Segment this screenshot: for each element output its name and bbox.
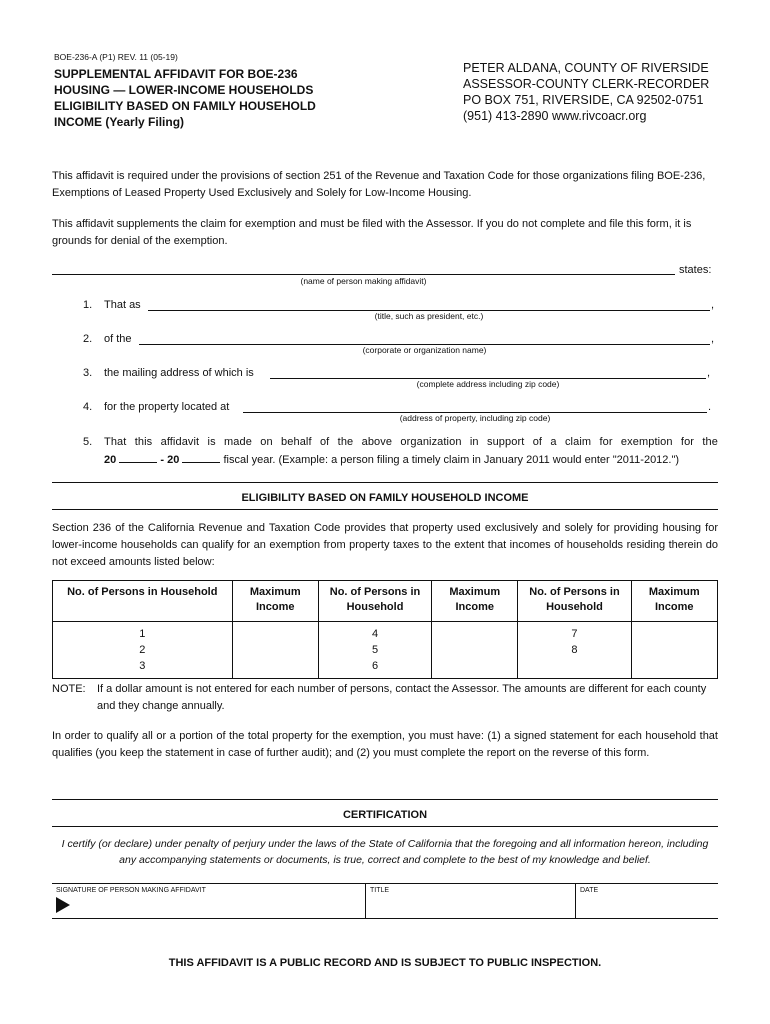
form-number: BOE-236-A (P1) REV. 11 (05-19) xyxy=(54,52,178,62)
fiscal-year-example: fiscal year. (Example: a person filing a timely claim in January 2011 would enter "2011-2012.") xyxy=(223,454,680,466)
persons-value: 2 xyxy=(139,644,146,656)
column-header: No. of Persons in Household xyxy=(518,581,631,622)
states-label: states: xyxy=(679,264,712,276)
intro-paragraph-1: This affidavit is required under the provisions of section 251 of the Revenue and Taxation Code for those organizations filing BOE-236, Exemptions of Leased Property Used Exclusively and Solely for Low-Income Housing. xyxy=(52,170,706,199)
column-header: Maximum Income xyxy=(232,581,318,622)
note-text: If a dollar amount is not entered for each number of persons, contact the Assessor. The amounts are different for each county and they change annually. xyxy=(97,683,707,712)
persons-cell xyxy=(518,622,631,679)
item-end: . xyxy=(708,401,712,413)
column-header: Maximum Income xyxy=(631,581,717,622)
item-text: That as xyxy=(104,299,141,311)
max-income-field[interactable] xyxy=(232,622,318,679)
item-text: for the property located at xyxy=(104,401,230,413)
income-limits-table xyxy=(52,580,718,679)
section-divider xyxy=(52,509,718,510)
item-end: , xyxy=(707,367,711,379)
item-number: 3. xyxy=(83,367,93,379)
table-row xyxy=(53,622,718,679)
item5-text: That this affidavit is made on behalf of the above organization in support of a claim for exemption for the xyxy=(104,436,718,448)
title-signature-field[interactable] xyxy=(366,884,576,918)
column-header: No. of Persons in Household xyxy=(53,581,233,622)
note-label: NOTE: xyxy=(52,683,86,695)
persons-value: 8 xyxy=(571,644,578,656)
signature-label: SIGNATURE OF PERSON MAKING AFFIDAVIT xyxy=(56,887,206,894)
persons-value: 3 xyxy=(139,660,146,672)
eligibility-heading: ELIGIBILITY BASED ON FAMILY HOUSEHOLD INCOME xyxy=(241,492,529,504)
persons-cell xyxy=(318,622,431,679)
affiant-name-caption: (name of person making affidavit) xyxy=(300,276,427,286)
form-title-line: INCOME (Yearly Filing) xyxy=(54,115,185,129)
organization-caption: (corporate or organization name) xyxy=(362,345,487,355)
item-text: the mailing address of which is xyxy=(104,367,254,379)
persons-value: 1 xyxy=(139,628,146,640)
fiscal-year-separator: - 20 xyxy=(160,454,180,466)
eligibility-paragraph: Section 236 of the California Revenue and Taxation Code provides that property used exclusively and solely for providing housing for lower-income households can qualify for an exemption from property taxes to the extent that incomes of households residing therein do not exceed amounts listed below: xyxy=(52,522,718,568)
office-line: ASSESSOR-COUNTY CLERK-RECORDER xyxy=(463,77,710,91)
fiscal-year-line xyxy=(104,452,679,466)
affiant-name-field[interactable] xyxy=(52,274,675,275)
title-label: TITLE xyxy=(370,887,390,894)
office-line: (951) 413-2890 www.rivcoacr.org xyxy=(463,109,647,123)
property-address-caption: (address of property, including zip code) xyxy=(399,413,551,423)
persons-value: 6 xyxy=(371,660,379,672)
intro-paragraph-2: This affidavit supplements the claim for exemption and must be filed with the Assessor. If you do not complete and file this form, it is grounds for denial of the exemption. xyxy=(52,218,692,247)
persons-cell xyxy=(53,622,233,679)
persons-value: 7 xyxy=(571,628,578,640)
max-income-field[interactable] xyxy=(631,622,717,679)
table-header-row xyxy=(53,581,718,622)
item-number: 5. xyxy=(83,436,93,448)
column-header: Maximum Income xyxy=(432,581,518,622)
office-line: PETER ALDANA, COUNTY OF RIVERSIDE xyxy=(463,61,709,75)
signature-row xyxy=(52,883,718,919)
qualify-paragraph: In order to qualify all or a portion of the total property for the exemption, you must have: (1) a signed statement for each household that qualifies (you keep the statement in case of further audit); and (2) you must complete the report on the reverse of this form. xyxy=(52,730,718,759)
item-end: , xyxy=(711,333,715,345)
form-title-line: HOUSING — LOWER-INCOME HOUSEHOLDS xyxy=(54,83,314,97)
item-number: 4. xyxy=(83,401,93,413)
public-record-notice: THIS AFFIDAVIT IS A PUBLIC RECORD AND IS SUBJECT TO PUBLIC INSPECTION. xyxy=(168,957,602,969)
certification-heading: CERTIFICATION xyxy=(342,809,428,821)
fiscal-year-prefix: 20 xyxy=(104,454,117,466)
assessor-office-block xyxy=(463,60,709,124)
date-label: DATE xyxy=(580,887,599,894)
office-line: PO BOX 751, RIVERSIDE, CA 92502-0751 xyxy=(463,93,704,107)
form-title-line: ELIGIBILITY BASED ON FAMILY HOUSEHOLD xyxy=(54,99,316,113)
signature-field[interactable] xyxy=(52,884,366,918)
section-divider xyxy=(52,482,718,483)
certification-text: I certify (or declare) under penalty of perjury under the laws of the State of California that the foregoing and all information hereon, including any accompanying statements or documents, is true, correct and complete to the best of my knowledge and belief. xyxy=(61,838,709,866)
persons-value: 4 xyxy=(371,628,379,640)
item-number: 1. xyxy=(83,299,93,311)
column-header: No. of Persons in Household xyxy=(318,581,431,622)
section-divider xyxy=(52,799,718,800)
title-caption: (title, such as president, etc.) xyxy=(374,311,484,321)
date-field[interactable] xyxy=(576,884,718,918)
arrow-right-icon xyxy=(56,897,70,913)
fiscal-year-end-field[interactable] xyxy=(182,452,220,463)
mailing-address-caption: (complete address including zip code) xyxy=(416,379,560,389)
form-title-line: SUPPLEMENTAL AFFIDAVIT FOR BOE-236 xyxy=(54,67,298,81)
section-divider xyxy=(52,826,718,827)
fiscal-year-start-field[interactable] xyxy=(119,452,157,463)
max-income-field[interactable] xyxy=(432,622,518,679)
item-end: , xyxy=(711,299,715,311)
item-text: of the xyxy=(104,333,132,345)
persons-value: 5 xyxy=(371,644,379,656)
item-number: 2. xyxy=(83,333,93,345)
form-title xyxy=(54,66,354,130)
